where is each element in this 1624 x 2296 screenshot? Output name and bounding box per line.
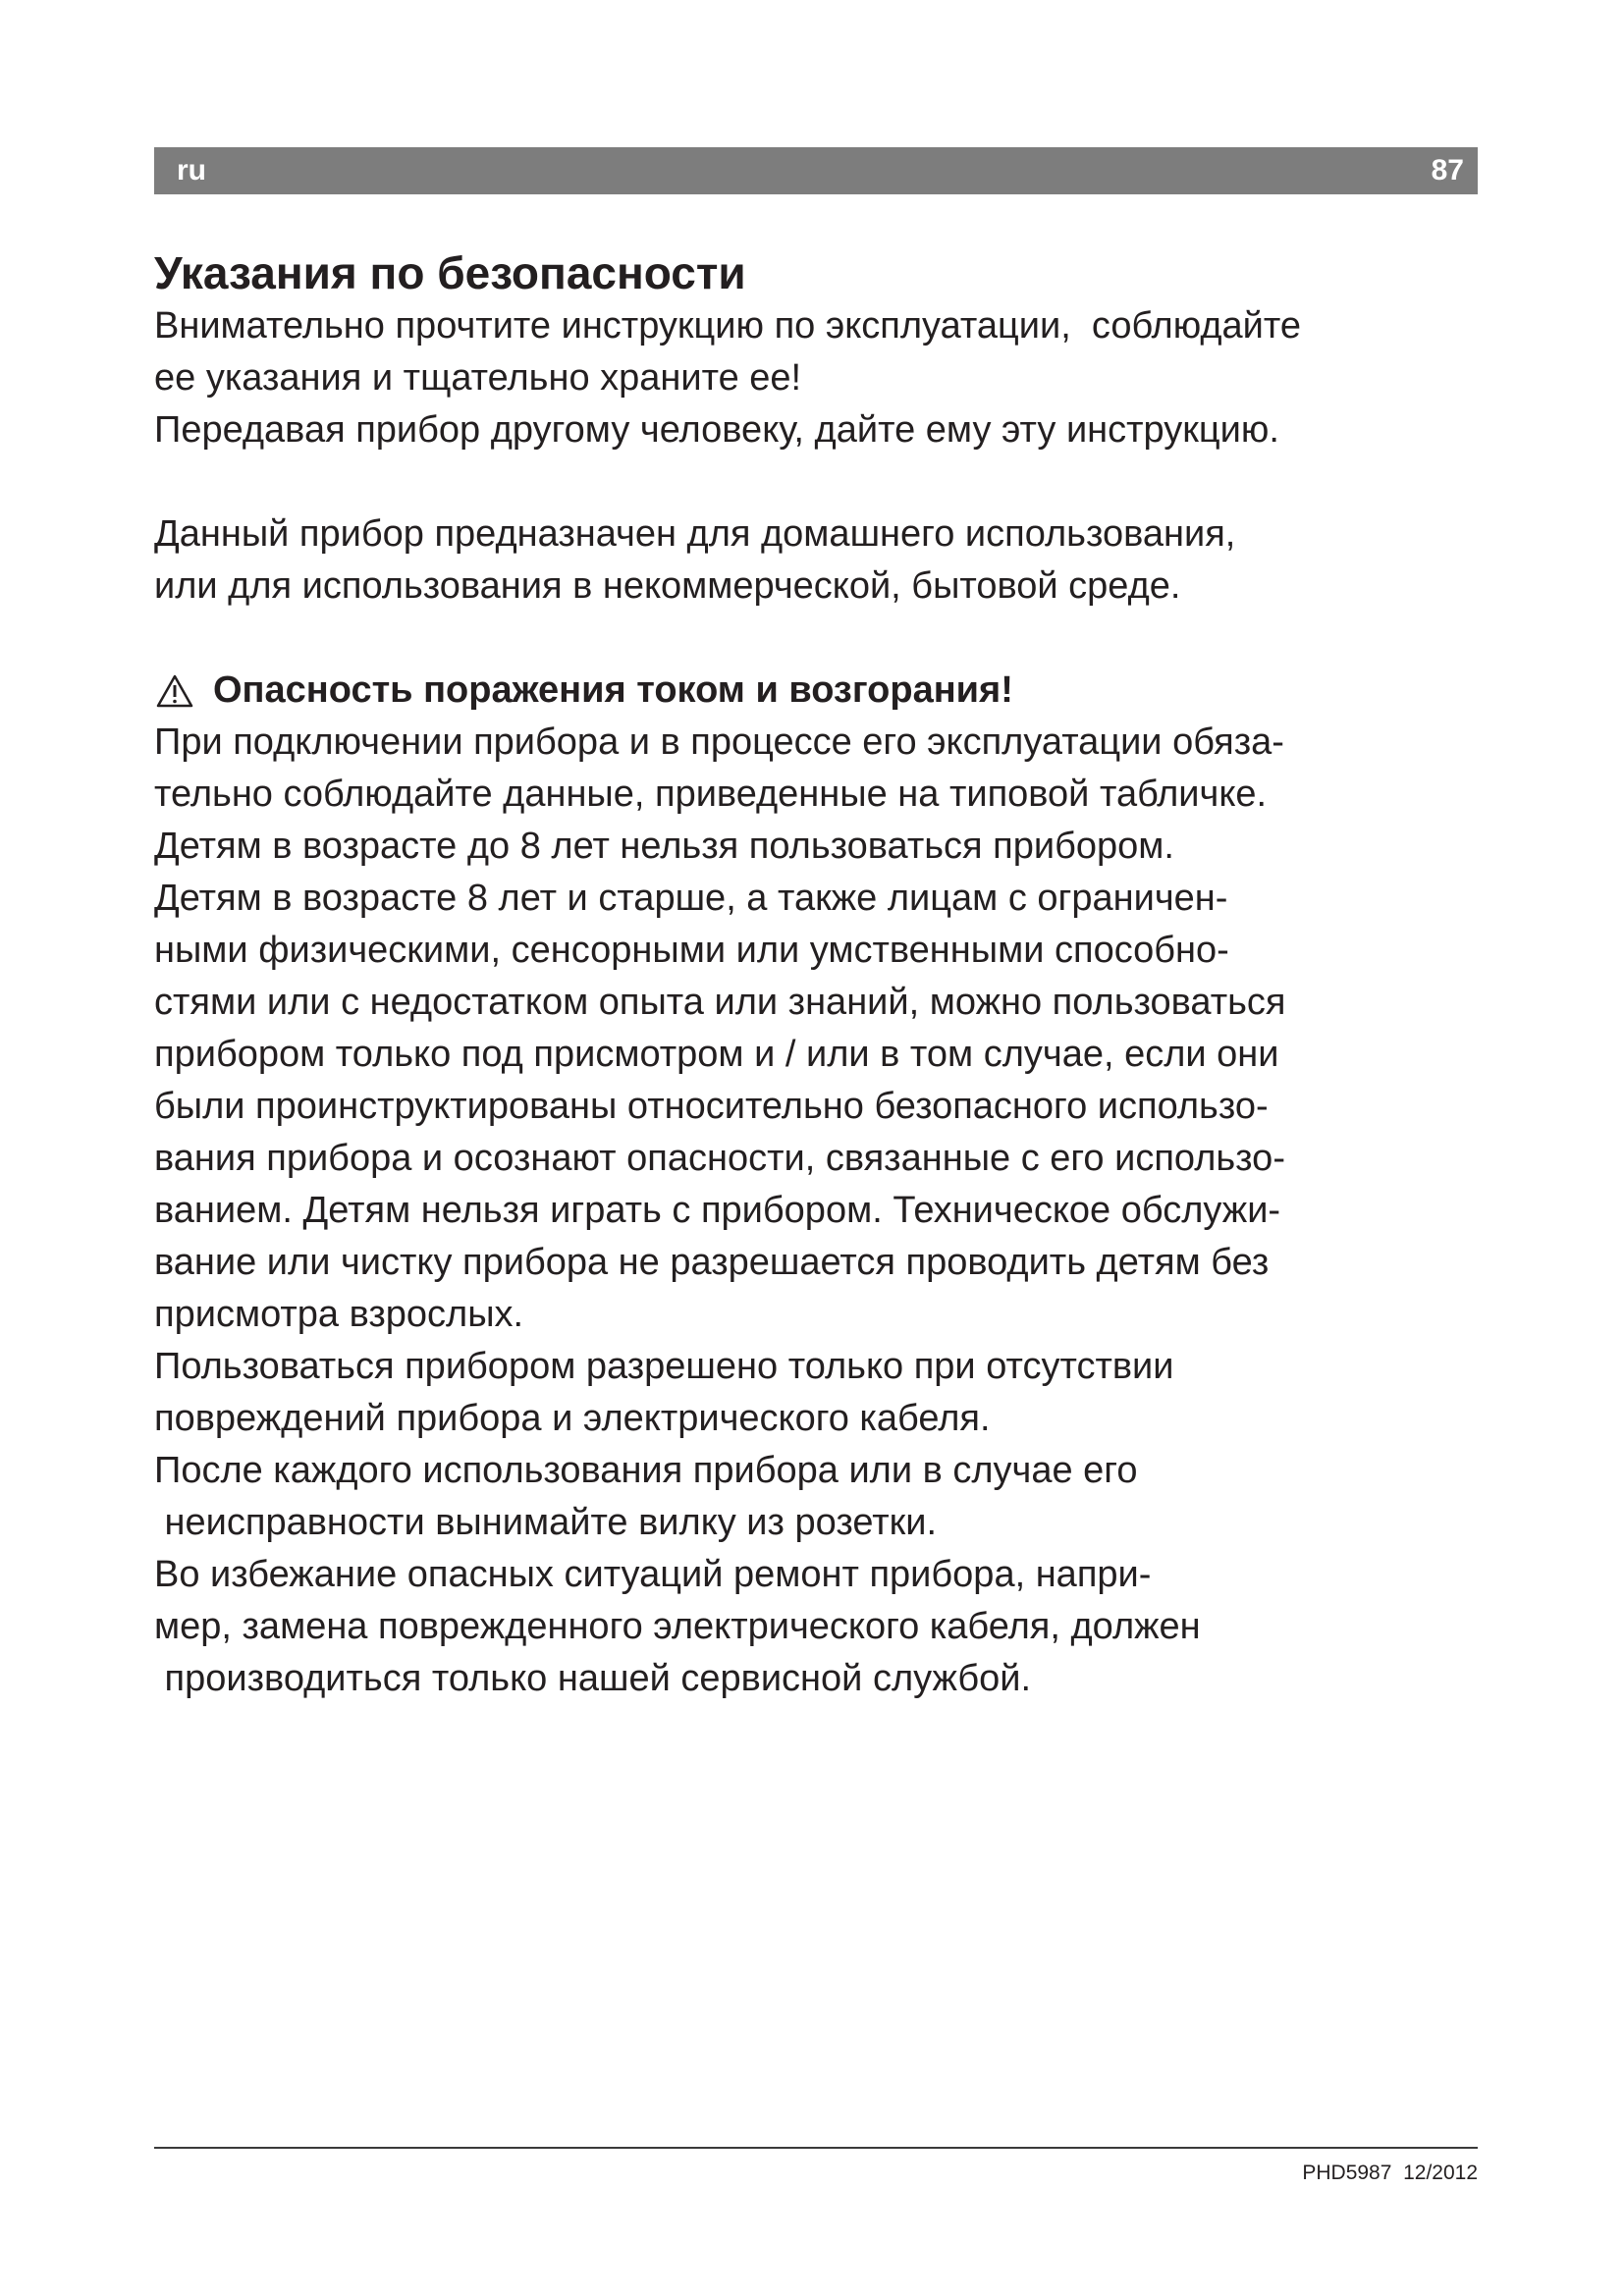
text-line: Детям в возрасте до 8 лет нельзя пользоваться прибором. — [154, 826, 1174, 867]
footer-divider — [154, 2147, 1478, 2149]
text-line: присмотра взрослых. — [154, 1294, 524, 1335]
text-line: вания прибора и осознают опасности, связанные с его использо- — [154, 1138, 1285, 1179]
text-line: ее указания и тщательно храните ее! — [154, 357, 802, 399]
text-line: вание или чистку прибора не разрешается проводить детям без — [154, 1242, 1270, 1283]
text-line: Внимательно прочтите инструкцию по эксплуатации, соблюдайте — [154, 305, 1302, 347]
section-title: Указания по безопасности — [154, 247, 746, 298]
text-line: Детям в возрасте 8 лет и старше, а также лицам с ограничен- — [154, 878, 1228, 919]
text-line: неисправности вынимайте вилку из розетки. — [154, 1502, 938, 1543]
safety-section — [154, 245, 1529, 1705]
text-line: производиться только нашей сервисной службой. — [154, 1658, 1032, 1699]
text-line: тельно соблюдайте данные, приведенные на типовой табличке. — [154, 774, 1268, 815]
paragraph-gap — [154, 456, 1529, 508]
text-line: ными физическими, сенсорными или умственными способно- — [154, 930, 1229, 971]
warning-heading — [154, 665, 1529, 717]
warning-triangle-icon — [156, 674, 193, 708]
text-line: При подключении прибора и в процессе его эксплуатации обяза- — [154, 721, 1284, 763]
purpose-paragraph — [154, 508, 1529, 613]
text-line: Пользоваться прибором разрешено только при отсутствии — [154, 1346, 1174, 1387]
page-number: 87 — [1431, 154, 1464, 187]
text-line: или для использования в некоммерческой, бытовой среде. — [154, 565, 1181, 607]
warning-heading-text: Опасность поражения током и возгорания! — [213, 669, 1013, 711]
paragraph-gap — [154, 613, 1529, 665]
page-header-bar — [154, 147, 1478, 194]
text-line: Во избежание опасных ситуаций ремонт прибора, напри- — [154, 1554, 1152, 1595]
intro-paragraph — [154, 300, 1529, 456]
warning-paragraph — [154, 717, 1529, 1705]
text-line: ванием. Детям нельзя играть с прибором. Техническое обслужи- — [154, 1190, 1281, 1231]
text-line: прибором только под присмотром и / или в том случае, если они — [154, 1034, 1279, 1075]
footer-model-date: PHD5987 12/2012 — [1302, 2162, 1478, 2184]
text-line: стями или с недостатком опыта или знаний, можно пользоваться — [154, 982, 1286, 1023]
text-line: Передавая прибор другому человеку, дайте ему эту инструкцию. — [154, 409, 1279, 451]
text-line: После каждого использования прибора или в случае его — [154, 1450, 1138, 1491]
language-code: ru — [177, 154, 206, 187]
text-line: мер, замена поврежденного электрического кабеля, должен — [154, 1606, 1201, 1647]
text-line: повреждений прибора и электрического кабеля. — [154, 1398, 991, 1439]
text-line: Данный прибор предназначен для домашнего использования, — [154, 513, 1236, 555]
text-line: были проинструктированы относительно безопасного использо- — [154, 1086, 1269, 1127]
